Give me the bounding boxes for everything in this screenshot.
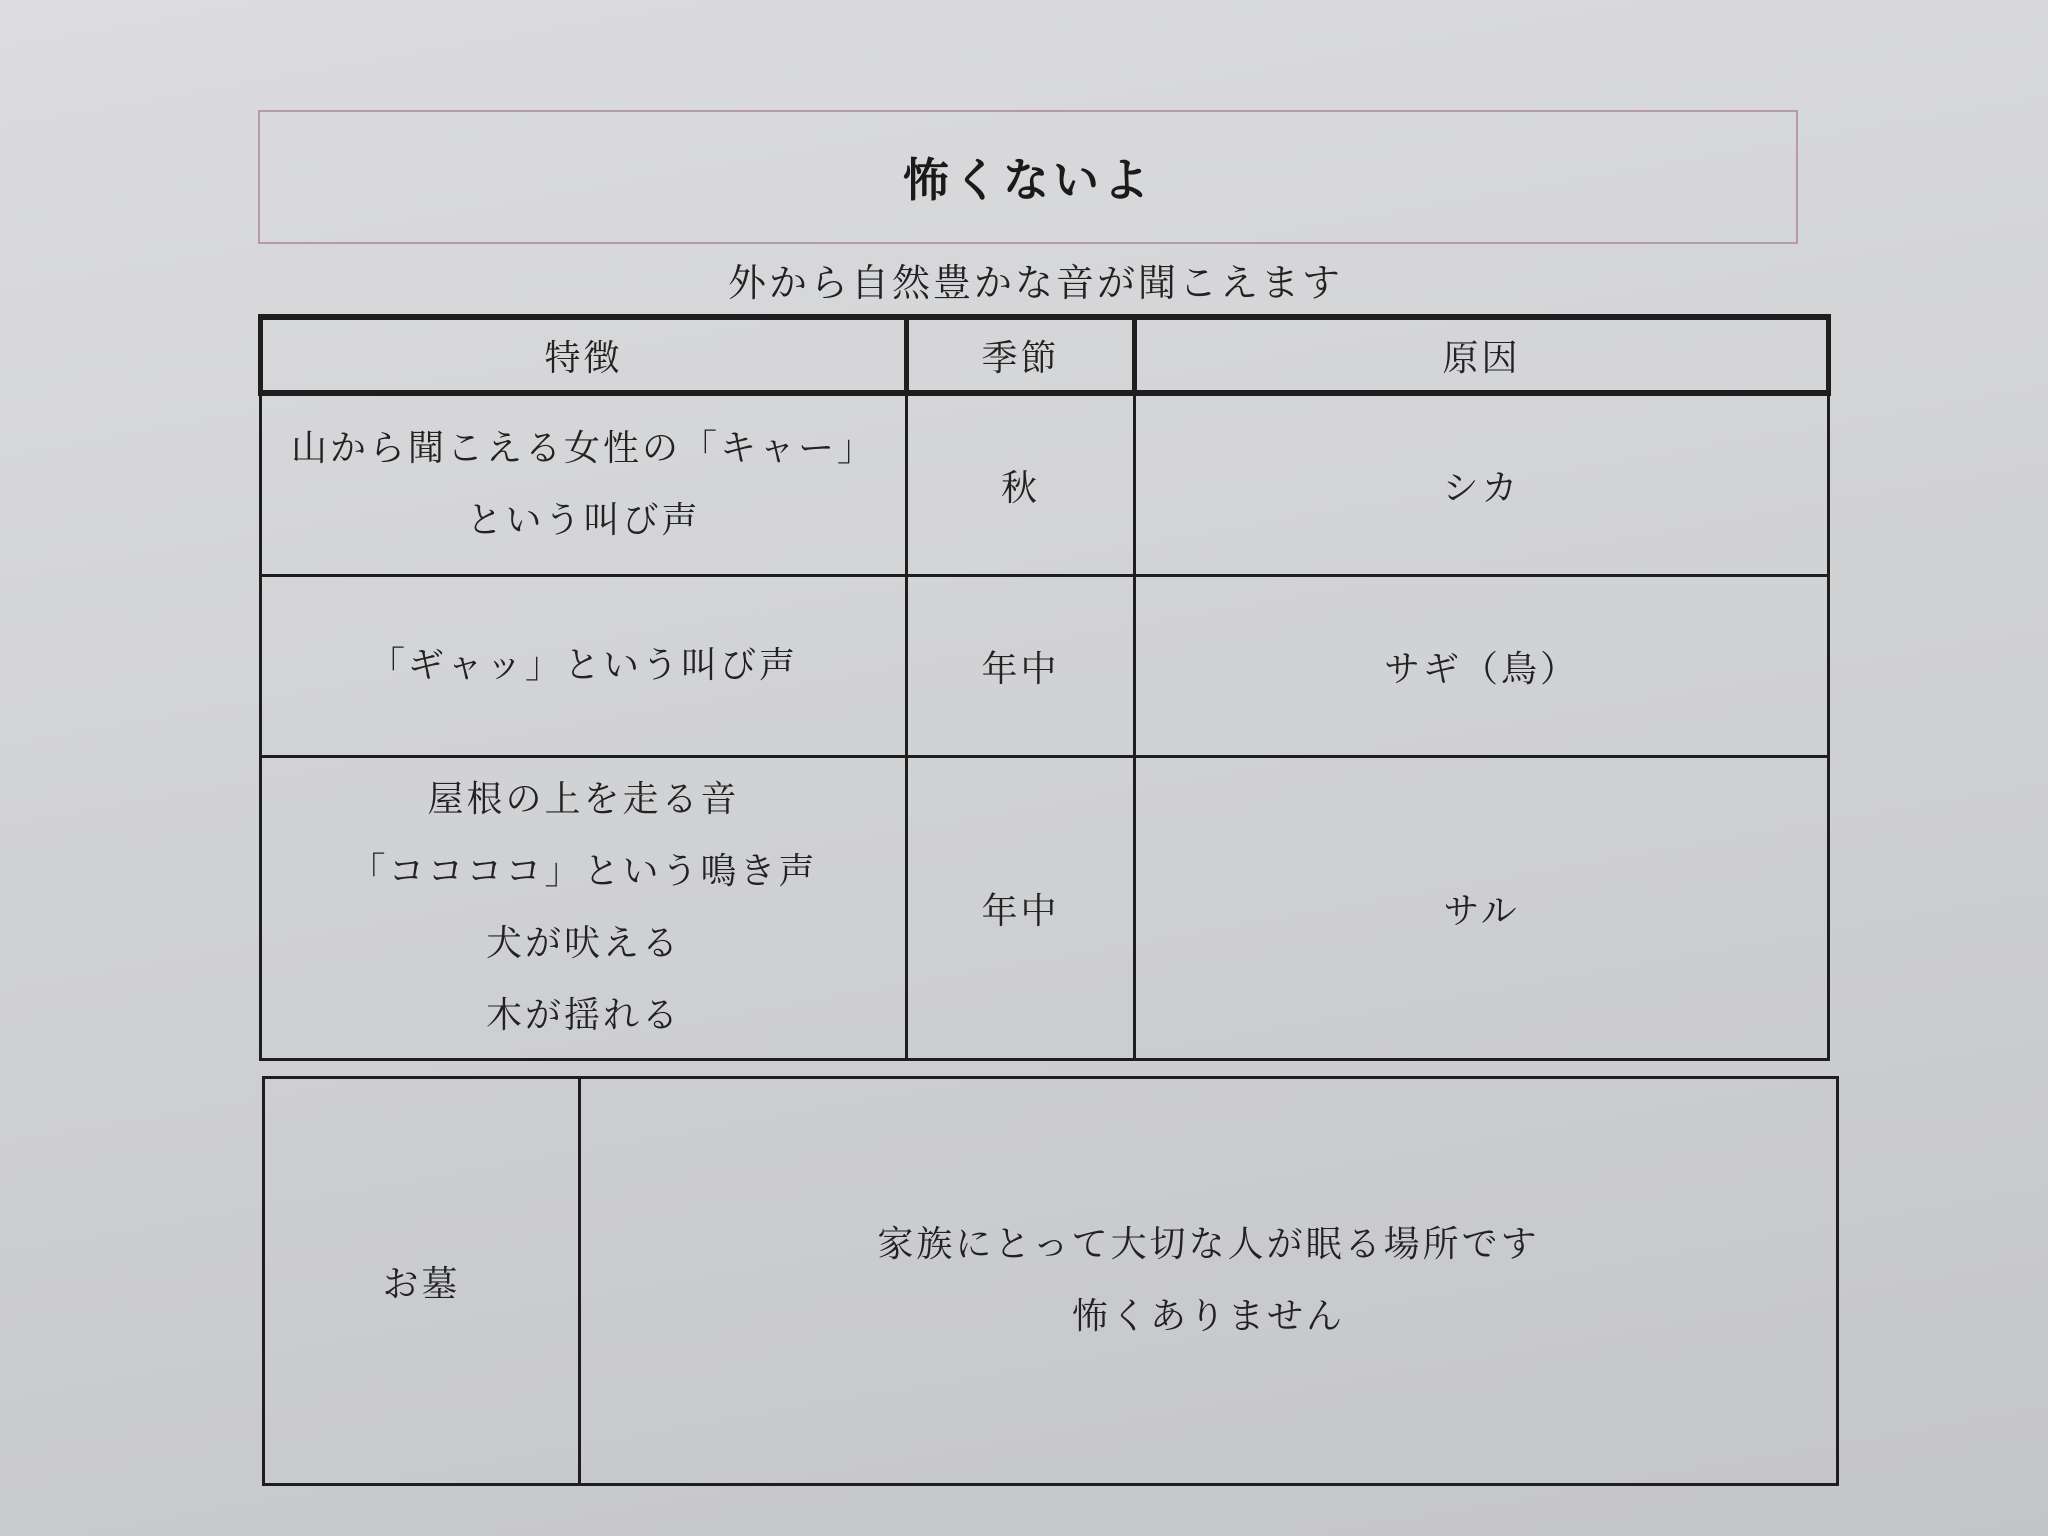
page-title: 怖くないよ xyxy=(903,153,1153,207)
title-box xyxy=(258,110,1798,244)
grave-label: お墓 xyxy=(264,1078,580,1485)
table-row xyxy=(261,393,1829,576)
sounds-table xyxy=(258,314,1831,1061)
feature-line: 木が揺れる xyxy=(485,995,681,1036)
feature-line: という叫び声 xyxy=(466,500,701,541)
feature-cell xyxy=(261,757,907,1060)
cause-cell: サル xyxy=(1135,757,1829,1060)
grave-table xyxy=(262,1076,1839,1486)
season-cell: 年中 xyxy=(907,757,1135,1060)
grave-description xyxy=(580,1078,1838,1485)
season-cell: 秋 xyxy=(907,393,1135,576)
table-row xyxy=(261,757,1829,1060)
header-cause: 原因 xyxy=(1135,317,1829,393)
feature-line: 犬が吠える xyxy=(485,923,681,964)
cause-cell: シカ xyxy=(1135,393,1829,576)
feature-cell xyxy=(261,393,907,576)
header-feature: 特徴 xyxy=(261,317,907,393)
feature-cell xyxy=(261,576,907,757)
subtitle: 外から自然豊かな音が聞こえます xyxy=(727,261,1343,305)
feature-line: 「ギャッ」という叫び声 xyxy=(368,645,798,686)
table-row xyxy=(261,576,1829,757)
feature-line: 山から聞こえる女性の「キャー」 xyxy=(290,428,876,469)
table-header-row xyxy=(261,317,1829,393)
header-season: 季節 xyxy=(907,317,1135,393)
feature-line: 屋根の上を走る音 xyxy=(427,779,740,820)
grave-description-line: 家族にとって大切な人が眠る場所です xyxy=(877,1224,1540,1265)
grave-row xyxy=(264,1078,1838,1485)
feature-line: 「ココココ」という鳴き声 xyxy=(349,851,818,892)
cause-cell: サギ（鳥） xyxy=(1135,576,1829,757)
grave-description-line: 怖くありません xyxy=(1071,1296,1345,1337)
season-cell: 年中 xyxy=(907,576,1135,757)
